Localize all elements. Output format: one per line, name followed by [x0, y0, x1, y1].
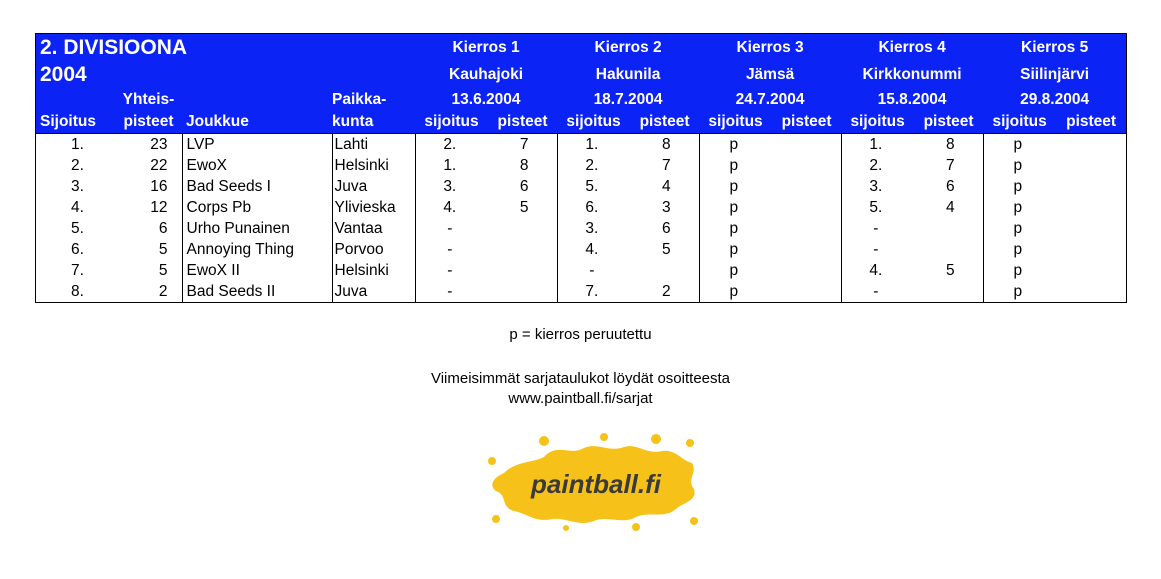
round-col-rank: sijoitus [699, 111, 772, 134]
row-rank: 3. [71, 178, 84, 195]
table-row [36, 219, 1126, 240]
col-total-top: Yhteis- [115, 88, 182, 111]
table-row [36, 261, 1126, 282]
row-round-points: 4 [661, 178, 671, 195]
spacer-cell [182, 88, 332, 111]
row-round-rank: - [415, 240, 488, 261]
row-round-points [1056, 219, 1126, 240]
round-col-points: pisteet [1056, 111, 1126, 134]
row-round-rank: - [415, 219, 488, 240]
row-round-points: 5 [519, 199, 529, 216]
row-round-points: 5 [661, 241, 671, 258]
row-team: EwoX II [182, 261, 332, 282]
row-rank: 4. [71, 199, 84, 216]
round-col-points: pisteet [630, 111, 699, 134]
row-round-rank: 3. [557, 219, 630, 240]
standings-table [36, 34, 1126, 303]
col-city-bottom: kunta [332, 111, 415, 134]
row-total-points: 6 [158, 220, 168, 237]
row-round-rank: p [699, 177, 772, 198]
row-round-rank: 1. [841, 134, 914, 157]
row-city: Lahti [332, 134, 415, 157]
header-row-dates [36, 88, 1126, 111]
row-team: Annoying Thing [182, 240, 332, 261]
row-team: Urho Punainen [182, 219, 332, 240]
row-round-rank: p [699, 282, 772, 303]
row-round-points [1056, 156, 1126, 177]
row-round-points [772, 219, 841, 240]
row-rank: 2. [71, 157, 84, 174]
row-round-rank: p [983, 177, 1056, 198]
table-row [36, 156, 1126, 177]
round-name: Kierros 2 [557, 34, 699, 61]
row-round-points [914, 282, 983, 303]
row-total-points: 23 [150, 136, 168, 153]
row-team: Corps Pb [182, 198, 332, 219]
splat-drop [632, 523, 640, 531]
splat-drop [488, 457, 496, 465]
row-round-rank: - [841, 219, 914, 240]
paintball-logo [486, 433, 700, 531]
row-round-points: 2 [661, 283, 671, 300]
header-row-round-names [36, 34, 1126, 61]
row-rank: 1. [71, 136, 84, 153]
round-name: Kierros 3 [699, 34, 841, 61]
round-date: 13.6.2004 [415, 88, 557, 111]
row-round-rank: 2. [557, 156, 630, 177]
splat-drop [539, 436, 549, 446]
round-col-points: pisteet [772, 111, 841, 134]
row-round-rank: p [699, 134, 772, 157]
round-place: Siilinjärvi [983, 61, 1126, 88]
row-round-rank: 4. [415, 198, 488, 219]
row-round-points [1056, 240, 1126, 261]
splat-drop [492, 515, 500, 523]
logo-text: paintball.fi [531, 469, 661, 499]
row-round-points: 7 [945, 157, 955, 174]
row-round-rank: - [841, 282, 914, 303]
row-round-points [488, 261, 557, 282]
row-total-points: 5 [158, 262, 168, 279]
row-round-rank: - [415, 282, 488, 303]
row-city: Juva [332, 177, 415, 198]
round-col-rank: sijoitus [983, 111, 1056, 134]
row-team: Bad Seeds I [182, 177, 332, 198]
row-round-points: 7 [519, 136, 529, 153]
row-round-points [1056, 198, 1126, 219]
row-round-rank: p [983, 282, 1056, 303]
row-round-points [1056, 282, 1126, 303]
row-city: Porvoo [332, 240, 415, 261]
row-city: Helsinki [332, 261, 415, 282]
row-round-rank: 3. [415, 177, 488, 198]
standings-table-frame [35, 33, 1127, 303]
row-round-rank: 5. [841, 198, 914, 219]
row-round-points [772, 198, 841, 219]
row-round-rank: p [983, 134, 1056, 157]
row-round-points: 8 [661, 136, 671, 153]
row-round-rank: - [415, 261, 488, 282]
row-round-rank: 5. [557, 177, 630, 198]
paint-splat-icon [486, 433, 700, 531]
row-round-points [772, 282, 841, 303]
row-team: EwoX [182, 156, 332, 177]
row-round-points: 6 [945, 178, 955, 195]
row-round-points [488, 240, 557, 261]
row-round-points [772, 240, 841, 261]
row-round-points [772, 177, 841, 198]
round-place: Kirkkonummi [841, 61, 983, 88]
row-total-points: 16 [150, 178, 168, 195]
row-round-points: 6 [661, 220, 671, 237]
row-round-points: 8 [519, 157, 529, 174]
row-total-points: 22 [150, 157, 168, 174]
row-round-points: 5 [945, 262, 955, 279]
splat-drop [651, 434, 661, 444]
round-date: 29.8.2004 [983, 88, 1126, 111]
row-round-rank: p [983, 240, 1056, 261]
round-date: 15.8.2004 [841, 88, 983, 111]
round-place: Jämsä [699, 61, 841, 88]
info-text: Viimeisimmät sarjataulukot löydät osoitteesta [430, 370, 731, 387]
row-round-rank: p [699, 261, 772, 282]
round-col-points: pisteet [488, 111, 557, 134]
row-rank: 8. [71, 283, 84, 300]
row-round-rank: 1. [557, 134, 630, 157]
row-total-points: 5 [158, 241, 168, 258]
row-team: LVP [182, 134, 332, 157]
table-row [36, 282, 1126, 303]
row-city: Juva [332, 282, 415, 303]
row-round-rank: 2. [415, 134, 488, 157]
col-team: Joukkue [182, 111, 332, 134]
row-round-points: 8 [945, 136, 955, 153]
row-round-points [772, 261, 841, 282]
table-row [36, 240, 1126, 261]
row-round-rank: p [699, 219, 772, 240]
row-round-points [630, 261, 699, 282]
round-place: Kauhajoki [415, 61, 557, 88]
row-round-rank: p [699, 240, 772, 261]
row-round-rank: 7. [557, 282, 630, 303]
splat-drop [600, 433, 608, 441]
col-city-top: Paikka- [332, 88, 415, 111]
row-total-points: 2 [158, 283, 168, 300]
round-place: Hakunila [557, 61, 699, 88]
row-round-points: 7 [661, 157, 671, 174]
row-total-points: 12 [150, 199, 168, 216]
row-round-rank: p [699, 156, 772, 177]
round-name: Kierros 5 [983, 34, 1126, 61]
row-round-rank: - [841, 240, 914, 261]
row-round-points [772, 156, 841, 177]
row-round-rank: 6. [557, 198, 630, 219]
round-col-rank: sijoitus [557, 111, 630, 134]
row-round-rank: 3. [841, 177, 914, 198]
row-round-points [914, 219, 983, 240]
row-round-points [772, 134, 841, 157]
row-round-rank: 4. [841, 261, 914, 282]
row-round-points [1056, 134, 1126, 157]
row-round-rank: 4. [557, 240, 630, 261]
spacer-cell [36, 88, 115, 111]
row-round-points [914, 240, 983, 261]
col-total-bottom: pisteet [115, 111, 182, 134]
row-round-points [488, 219, 557, 240]
row-city: Helsinki [332, 156, 415, 177]
row-city: Ylivieska [332, 198, 415, 219]
col-rank: Sijoitus [36, 111, 115, 134]
row-round-points: 4 [945, 199, 955, 216]
splat-drop [686, 439, 694, 447]
row-rank: 7. [71, 262, 84, 279]
row-round-rank: p [983, 198, 1056, 219]
table-row [36, 134, 1126, 157]
header-row-places [36, 61, 1126, 88]
splat-drop [690, 517, 698, 525]
row-round-rank: 1. [415, 156, 488, 177]
row-round-points [1056, 177, 1126, 198]
row-round-points: 3 [661, 199, 671, 216]
row-round-rank: 2. [841, 156, 914, 177]
row-city: Vantaa [332, 219, 415, 240]
splat-drop [563, 525, 569, 531]
header-row-column-names [36, 111, 1126, 134]
round-date: 18.7.2004 [557, 88, 699, 111]
division-title: 2. DIVISIOONA [36, 34, 415, 61]
row-rank: 5. [71, 220, 84, 237]
row-round-rank: p [983, 219, 1056, 240]
round-col-rank: sijoitus [841, 111, 914, 134]
season-year: 2004 [36, 61, 415, 88]
row-round-points: 6 [519, 178, 529, 195]
round-col-points: pisteet [914, 111, 983, 134]
round-name: Kierros 1 [415, 34, 557, 61]
table-row [36, 198, 1126, 219]
round-name: Kierros 4 [841, 34, 983, 61]
row-round-rank: p [983, 261, 1056, 282]
row-team: Bad Seeds II [182, 282, 332, 303]
row-rank: 6. [71, 241, 84, 258]
row-round-points [488, 282, 557, 303]
info-url: www.paintball.fi/sarjat [508, 390, 653, 407]
row-round-points [1056, 261, 1126, 282]
round-date: 24.7.2004 [699, 88, 841, 111]
table-row [36, 177, 1126, 198]
legend-text: p = kierros peruutettu [509, 326, 652, 343]
round-col-rank: sijoitus [415, 111, 488, 134]
row-round-rank: p [983, 156, 1056, 177]
row-round-rank: p [699, 198, 772, 219]
row-round-rank: - [557, 261, 630, 282]
